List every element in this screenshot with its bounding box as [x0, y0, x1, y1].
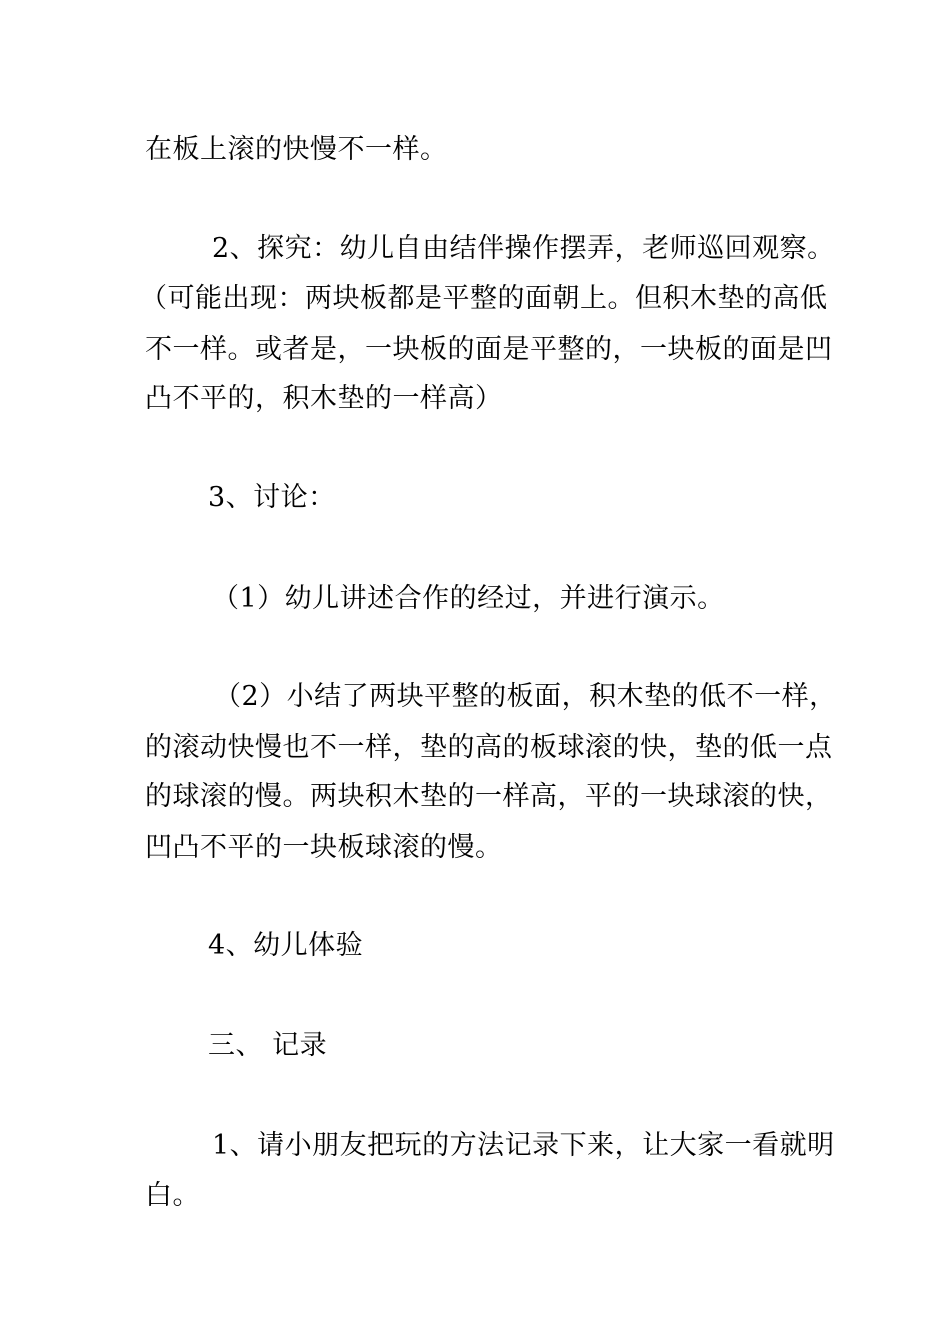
text-line: 凸不平的，积木垫的一样高） — [145, 383, 503, 414]
text-line: 不一样。或者是，一块板的面是平整的，一块板的面是凹 — [145, 334, 833, 365]
text-line: （2）小结了两块平整的板面，积木垫的低不一样， — [214, 681, 837, 712]
text-line: 3、讨论： — [208, 482, 336, 513]
text-line: 1、请小朋友把玩的方法记录下来，让大家一看就明 — [212, 1130, 835, 1161]
text-line: 的球滚的慢。两块积木垫的一样高，平的一块球滚的快， — [145, 781, 833, 812]
text-line: 4、幼儿体验 — [208, 930, 364, 961]
text-line: 在板上滚的快慢不一样。 — [145, 134, 448, 165]
text-line: （1）幼儿讲述合作的经过，并进行演示。 — [212, 583, 725, 614]
text-line: 白。 — [145, 1180, 200, 1211]
text-line: 的滚动快慢也不一样，垫的高的板球滚的快，垫的低一点 — [145, 732, 833, 763]
text-line: （可能出现：两块板都是平整的面朝上。但积木垫的高低 — [140, 283, 828, 314]
text-line: 三、 记录 — [208, 1030, 328, 1061]
text-line: 凹凸不平的一块板球滚的慢。 — [145, 832, 503, 863]
text-line: 2、探究：幼儿自由结伴操作摆弄，老师巡回观察。 — [212, 233, 835, 264]
